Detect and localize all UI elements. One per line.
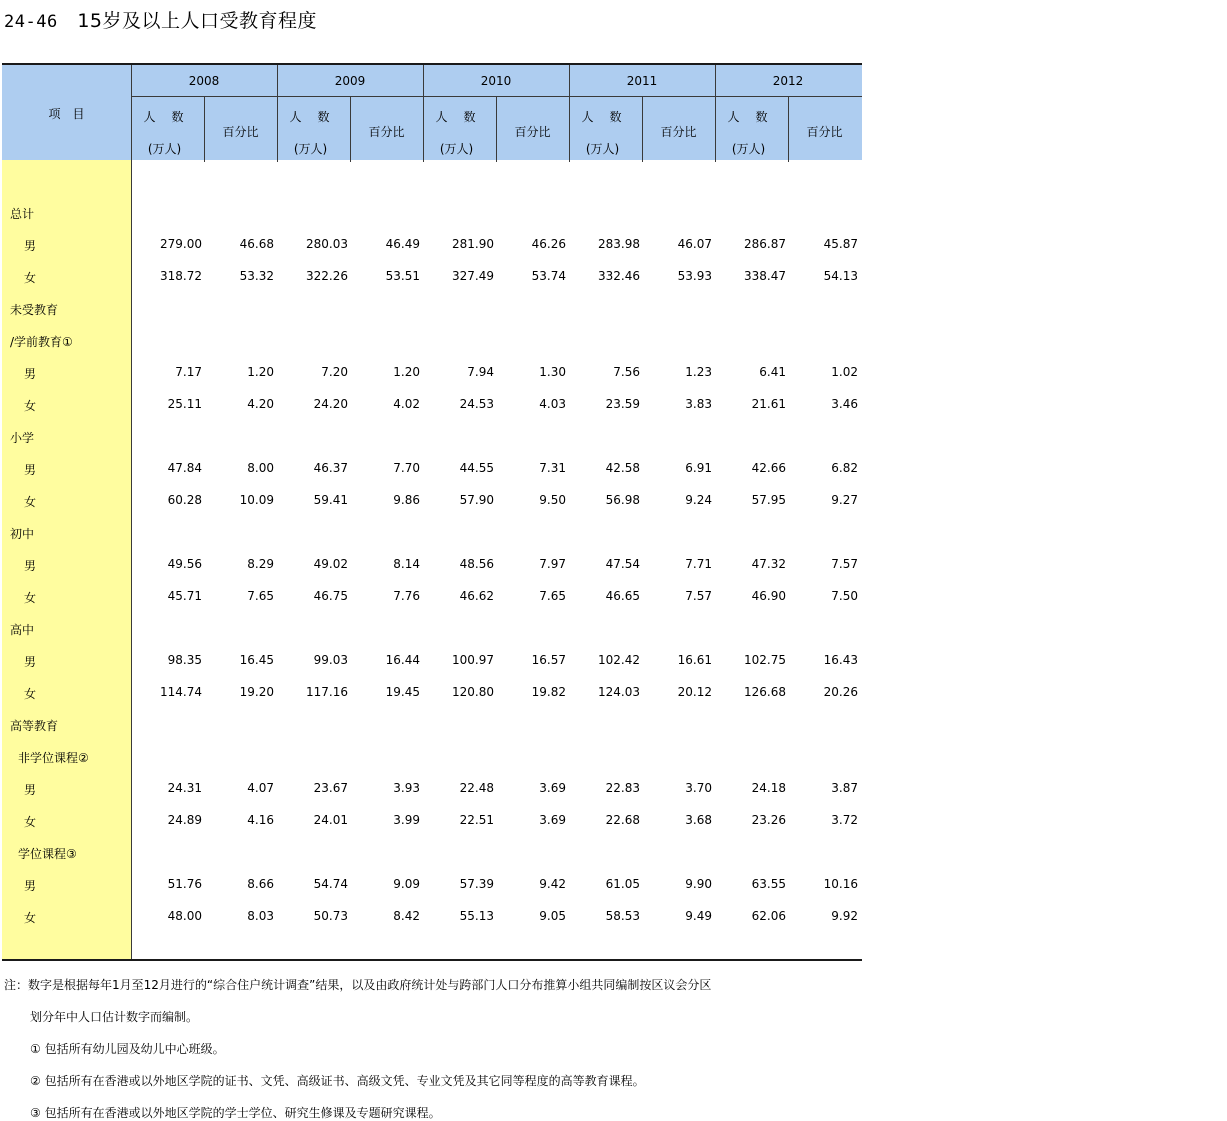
cell-count: 63.55 [751, 877, 786, 891]
cell-percent: 1.20 [247, 365, 274, 379]
header-year: 2009 [334, 74, 366, 88]
cell-count: 56.98 [605, 493, 640, 507]
cell-count: 117.16 [306, 685, 348, 699]
header-percent-label: 百分比 [806, 125, 843, 139]
cell-percent: 20.26 [823, 685, 858, 699]
cell-count: 7.20 [321, 365, 348, 379]
cell-count: 281.90 [452, 237, 494, 251]
cell-percent: 46.68 [239, 237, 274, 251]
cell-percent: 3.87 [831, 781, 858, 795]
cell-count: 120.80 [452, 685, 494, 699]
header-count-unit: (万人) [293, 142, 328, 156]
row-label: 非学位课程② [18, 751, 89, 765]
cell-percent: 1.20 [393, 365, 420, 379]
header-year: 2010 [480, 74, 512, 88]
cell-count: 60.28 [167, 493, 202, 507]
cell-percent: 16.61 [677, 653, 712, 667]
cell-percent: 7.65 [247, 589, 274, 603]
cell-count: 24.53 [459, 397, 494, 411]
cell-percent: 7.65 [539, 589, 566, 603]
row-label: 男 [24, 559, 37, 573]
cell-percent: 53.93 [677, 269, 712, 283]
cell-count: 6.41 [759, 365, 786, 379]
table-row [2, 581, 862, 613]
cell-percent: 16.45 [239, 653, 274, 667]
row-label: 女 [24, 815, 37, 829]
cell-count: 57.39 [459, 877, 494, 891]
table-row [2, 901, 862, 933]
cell-count: 114.74 [160, 685, 202, 699]
cell-percent: 3.69 [539, 813, 566, 827]
header-count-unit: (万人) [731, 142, 766, 156]
cell-count: 23.59 [605, 397, 640, 411]
table-row [2, 549, 862, 581]
header-count-label: 人 数 [143, 110, 186, 124]
cell-percent: 8.03 [247, 909, 274, 923]
row-label: 未受教育 [10, 303, 59, 317]
cell-percent: 7.71 [685, 557, 712, 571]
cell-count: 47.32 [751, 557, 786, 571]
cell-count: 59.41 [313, 493, 348, 507]
cell-count: 286.87 [744, 237, 786, 251]
table-row [2, 485, 862, 517]
cell-percent: 7.97 [539, 557, 566, 571]
cell-count: 124.03 [598, 685, 640, 699]
cell-percent: 9.49 [685, 909, 712, 923]
cell-count: 46.75 [313, 589, 348, 603]
cell-percent: 3.93 [393, 781, 420, 795]
cell-count: 22.83 [605, 781, 640, 795]
note-2: ② 包括所有在香港或以外地区学院的证书、文凭、高级证书、高级文凭、专业文凭及其它同等程度的高等教育课程。 [30, 1074, 645, 1088]
cell-percent: 9.24 [685, 493, 712, 507]
cell-count: 25.11 [167, 397, 202, 411]
row-label: 男 [24, 463, 37, 477]
cell-percent: 7.57 [831, 557, 858, 571]
table-row [2, 453, 862, 485]
row-label: 女 [24, 399, 37, 413]
cell-percent: 1.30 [539, 365, 566, 379]
cell-count: 7.94 [467, 365, 494, 379]
cell-count: 283.98 [598, 237, 640, 251]
cell-percent: 8.14 [393, 557, 420, 571]
cell-percent: 4.20 [247, 397, 274, 411]
cell-percent: 53.51 [385, 269, 420, 283]
row-label: 女 [24, 591, 37, 605]
cell-count: 126.68 [744, 685, 786, 699]
cell-percent: 6.91 [685, 461, 712, 475]
cell-percent: 9.05 [539, 909, 566, 923]
cell-percent: 9.50 [539, 493, 566, 507]
row-label: 总计 [10, 207, 35, 221]
cell-count: 42.58 [605, 461, 640, 475]
cell-percent: 9.27 [831, 493, 858, 507]
cell-percent: 9.92 [831, 909, 858, 923]
cell-count: 280.03 [306, 237, 348, 251]
cell-count: 279.00 [160, 237, 202, 251]
cell-count: 57.95 [751, 493, 786, 507]
cell-count: 46.90 [751, 589, 786, 603]
cell-percent: 8.29 [247, 557, 274, 571]
note-main: 注：数字是根据每年1月至12月进行的“综合住户统计调查”结果，以及由政府统计处与跨部门人口分布推算小组共同编制按区议会分区 [4, 978, 712, 992]
cell-count: 327.49 [452, 269, 494, 283]
cell-count: 318.72 [160, 269, 202, 283]
cell-count: 50.73 [313, 909, 348, 923]
cell-count: 45.71 [167, 589, 202, 603]
row-label: 男 [24, 783, 37, 797]
table-row [2, 389, 862, 421]
cell-percent: 20.12 [677, 685, 712, 699]
header-count-label: 人 数 [581, 110, 624, 124]
cell-percent: 19.20 [239, 685, 274, 699]
header-percent-label: 百分比 [514, 125, 551, 139]
cell-count: 47.54 [605, 557, 640, 571]
cell-count: 54.74 [313, 877, 348, 891]
header-count-unit: (万人) [147, 142, 182, 156]
cell-percent: 46.26 [531, 237, 566, 251]
row-label: 男 [24, 239, 37, 253]
cell-percent: 19.45 [385, 685, 420, 699]
row-label: 高等教育 [10, 719, 59, 733]
table-row [2, 197, 862, 229]
cell-percent: 7.76 [393, 589, 420, 603]
cell-percent: 16.44 [385, 653, 420, 667]
row-label: 女 [24, 687, 37, 701]
header-count-unit: (万人) [585, 142, 620, 156]
cell-count: 332.46 [598, 269, 640, 283]
cell-percent: 9.09 [393, 877, 420, 891]
cell-percent: 3.70 [685, 781, 712, 795]
cell-percent: 4.07 [247, 781, 274, 795]
cell-percent: 1.23 [685, 365, 712, 379]
row-label: 高中 [10, 623, 35, 637]
header-count-label: 人 数 [727, 110, 770, 124]
cell-count: 22.68 [605, 813, 640, 827]
cell-percent: 4.16 [247, 813, 274, 827]
table-row [2, 613, 862, 645]
cell-percent: 3.83 [685, 397, 712, 411]
header-year: 2011 [626, 74, 658, 88]
cell-count: 58.53 [605, 909, 640, 923]
cell-count: 57.90 [459, 493, 494, 507]
row-label: 女 [24, 271, 37, 285]
table-row [2, 261, 862, 293]
cell-count: 46.65 [605, 589, 640, 603]
note-3: ③ 包括所有在香港或以外地区学院的学士学位、研究生修课及专题研究课程。 [30, 1106, 441, 1120]
cell-count: 99.03 [313, 653, 348, 667]
table-row [2, 645, 862, 677]
cell-count: 24.89 [167, 813, 202, 827]
cell-count: 21.61 [751, 397, 786, 411]
cell-count: 24.01 [313, 813, 348, 827]
row-label: 小学 [10, 431, 35, 445]
table-row [2, 229, 862, 261]
cell-count: 49.56 [167, 557, 202, 571]
cell-count: 23.26 [751, 813, 786, 827]
cell-percent: 8.66 [247, 877, 274, 891]
header-count-unit: (万人) [439, 142, 474, 156]
table-row [2, 325, 862, 357]
cell-count: 98.35 [167, 653, 202, 667]
cell-count: 61.05 [605, 877, 640, 891]
header-percent-label: 百分比 [222, 125, 259, 139]
table-code: 24-46 [4, 12, 58, 32]
cell-percent: 9.86 [393, 493, 420, 507]
cell-percent: 4.02 [393, 397, 420, 411]
table-body [2, 160, 862, 960]
cell-percent: 6.82 [831, 461, 858, 475]
cell-percent: 1.02 [831, 365, 858, 379]
cell-percent: 7.31 [539, 461, 566, 475]
cell-percent: 7.50 [831, 589, 858, 603]
page-title [4, 6, 317, 33]
cell-count: 338.47 [744, 269, 786, 283]
cell-percent: 4.03 [539, 397, 566, 411]
cell-count: 24.20 [313, 397, 348, 411]
cell-count: 42.66 [751, 461, 786, 475]
table-row [2, 709, 862, 741]
cell-count: 48.00 [167, 909, 202, 923]
cell-percent: 53.32 [239, 269, 274, 283]
cell-percent: 19.82 [531, 685, 566, 699]
cell-percent: 16.57 [531, 653, 566, 667]
cell-percent: 7.70 [393, 461, 420, 475]
header-percent-label: 百分比 [660, 125, 697, 139]
cell-count: 23.67 [313, 781, 348, 795]
cell-percent: 46.49 [385, 237, 420, 251]
cell-count: 46.62 [459, 589, 494, 603]
cell-percent: 53.74 [531, 269, 566, 283]
cell-percent: 3.72 [831, 813, 858, 827]
cell-percent: 3.99 [393, 813, 420, 827]
cell-percent: 10.09 [239, 493, 274, 507]
header-percent-label: 百分比 [368, 125, 405, 139]
cell-count: 102.42 [598, 653, 640, 667]
table-row [2, 805, 862, 837]
table-row [2, 677, 862, 709]
cell-percent: 3.46 [831, 397, 858, 411]
table-row [2, 741, 862, 773]
cell-count: 7.17 [175, 365, 202, 379]
cell-count: 24.18 [751, 781, 786, 795]
cell-count: 322.26 [306, 269, 348, 283]
note-main-cont: 划分年中人口估计数字而编制。 [30, 1010, 199, 1024]
header-year: 2008 [188, 74, 220, 88]
table-row [2, 773, 862, 805]
row-label: 初中 [10, 527, 35, 541]
row-label: 男 [24, 367, 37, 381]
cell-count: 102.75 [744, 653, 786, 667]
table-row [2, 357, 862, 389]
cell-count: 44.55 [459, 461, 494, 475]
cell-percent: 9.42 [539, 877, 566, 891]
cell-percent: 3.69 [539, 781, 566, 795]
cell-percent: 3.68 [685, 813, 712, 827]
table-title: 15岁及以上人口受教育程度 [77, 10, 317, 32]
row-label: 女 [24, 495, 37, 509]
table-header [2, 63, 862, 160]
table-row [2, 517, 862, 549]
cell-count: 51.76 [167, 877, 202, 891]
row-label: 男 [24, 655, 37, 669]
table-row [2, 869, 862, 901]
header-year: 2012 [772, 74, 804, 88]
cell-percent: 8.00 [247, 461, 274, 475]
table-row [2, 837, 862, 869]
header-item-label: 项 目 [48, 107, 85, 121]
note-1: ① 包括所有幼儿园及幼儿中心班级。 [30, 1042, 225, 1056]
row-label: 女 [24, 911, 37, 925]
cell-percent: 54.13 [823, 269, 858, 283]
header-count-label: 人 数 [289, 110, 332, 124]
cell-count: 24.31 [167, 781, 202, 795]
table-row [2, 421, 862, 453]
row-label: 男 [24, 879, 37, 893]
cell-percent: 45.87 [823, 237, 858, 251]
cell-percent: 7.57 [685, 589, 712, 603]
table-row [2, 293, 862, 325]
row-label: 学位课程③ [18, 847, 77, 861]
cell-percent: 16.43 [823, 653, 858, 667]
cell-percent: 10.16 [823, 877, 858, 891]
cell-count: 47.84 [167, 461, 202, 475]
cell-count: 48.56 [459, 557, 494, 571]
cell-percent: 9.90 [685, 877, 712, 891]
cell-count: 22.48 [459, 781, 494, 795]
cell-count: 22.51 [459, 813, 494, 827]
cell-count: 100.97 [452, 653, 494, 667]
header-count-label: 人 数 [435, 110, 478, 124]
cell-count: 55.13 [459, 909, 494, 923]
row-label: /学前教育① [10, 335, 73, 349]
cell-count: 49.02 [313, 557, 348, 571]
cell-count: 7.56 [613, 365, 640, 379]
cell-percent: 8.42 [393, 909, 420, 923]
cell-count: 46.37 [313, 461, 348, 475]
cell-count: 62.06 [751, 909, 786, 923]
cell-percent: 46.07 [677, 237, 712, 251]
